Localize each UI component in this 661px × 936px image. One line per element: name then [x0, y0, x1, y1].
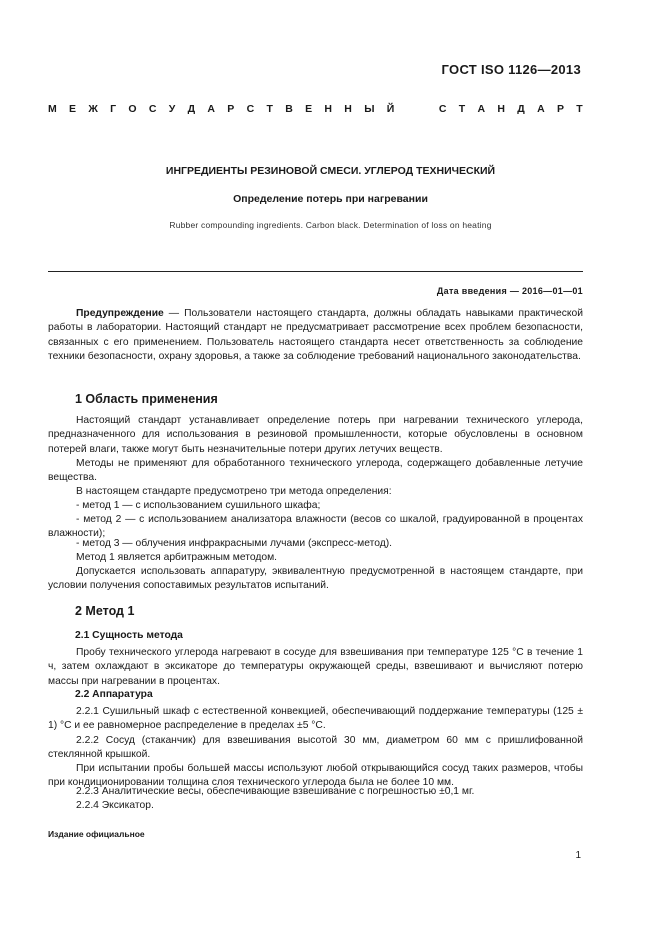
standard-code: ГОСТ ISO 1126—2013 [441, 62, 581, 77]
banner-letter: С [148, 103, 157, 115]
warning-label: Предупреждение [76, 308, 164, 319]
clause-2-2-1: 2.2.1 Сушильный шкаф с естественной конвекцией, обеспечивающий поддержание температуры (125 ± 1) °С и ее равномерное распределение в пределах ±5 °С. [48, 706, 583, 732]
section-1-paragraph-4: Метод 1 является арбитражным методом. [76, 552, 278, 563]
interstate-standard-banner [48, 103, 583, 115]
section-2-heading: 2 Метод 1 [75, 604, 135, 618]
warning-paragraph [48, 307, 583, 364]
banner-letter: Д [187, 103, 196, 115]
page-number: 1 [575, 850, 581, 861]
banner-letter: С [438, 103, 447, 115]
method-list-item-1: - метод 1 — с использованием сушильного шкафа; [76, 500, 321, 511]
banner-letter: Е [69, 103, 77, 115]
method-list-item-3: - метод 3 — облучения инфракрасными лучами (экспресс-метод). [76, 538, 393, 549]
banner-letter: Р [556, 103, 564, 115]
section-1-paragraph-5: Допускается использовать аппаратуру, эквивалентную предусмотренной в настоящем стандарте, при условии получения сопоставимых результатов испытаний. [48, 566, 583, 592]
banner-letter: Е [305, 103, 313, 115]
subsection-2-1-paragraph: Пробу технического углерода нагревают в сосуде для взвешивания при температуре 125 °С в течение 1 ч, затем охлаждают в эксикаторе до температуры окружающей среды, взвешивают и вычисляют потерю массы при нагревании в процентах. [48, 647, 583, 687]
banner-letter: А [477, 103, 486, 115]
banner-letter: А [537, 103, 545, 115]
clause-2-2-3: 2.2.3 Аналитические весы, обеспечивающие взвешивание с погрешностью ±0,1 мг. [76, 786, 475, 797]
banner-letter: Ж [88, 103, 98, 115]
introduction-date: Дата введения — 2016—01—01 [436, 286, 583, 296]
banner-letter: Н [497, 103, 505, 115]
clause-2-2-2-note: При испытании пробы большей массы используют любой открывающийся сосуд таких размеров, чтобы при кондиционировании толщина слоя технического углерода была не более 10 мм. [48, 763, 583, 789]
banner-letter: Й [386, 103, 395, 115]
clause-2-2-4: 2.2.4 Эксикатор. [76, 800, 154, 811]
banner-letter: М [48, 103, 57, 115]
banner-letter: О [128, 103, 137, 115]
subsection-2-1-heading: 2.1 Сущность метода [75, 630, 183, 641]
banner-letter: А [207, 103, 215, 115]
warning-text: — Пользователи настоящего стандарта, должны обладать навыками практической работы в лаборатории. Настоящий стандарт не предусматривает рассмотрение всех проблем безопасности, связанных с его применением. Пользователь настоящего стандарта несет ответственность за соблюдение техники безопасности, охрану здоровья, а также за соблюдение требований национального законодательства. [48, 308, 583, 362]
banner-letter: Н [344, 103, 352, 115]
section-1-paragraph-3: В настоящем стандарте предусмотрено три метода определения: [76, 486, 392, 497]
banner-letter: Т [458, 103, 466, 115]
english-title: Rubber compounding ingredients. Carbon black. Determination of loss on heating [169, 220, 492, 230]
banner-letter: В [285, 103, 293, 115]
subsection-2-2-heading: 2.2 Аппаратура [75, 689, 153, 700]
document-subtitle: Определение потерь при нагревании [233, 193, 428, 205]
method-list-item-2: - метод 2 — с использованием анализатора влажности (весов со шкалой, градуированной в процентах влажности); [48, 514, 583, 540]
title-divider [48, 271, 583, 272]
banner-letter: Н [324, 103, 332, 115]
banner-letter: Г [110, 103, 117, 115]
banner-letter: Ы [364, 103, 375, 115]
section-1-paragraph-1: Настоящий стандарт устанавливает определение потерь при нагревании технического углерода, предназначенного для использования в резиновой промышленности, которые обусловлены в основном потерей влаги, также могут быть незначительные потери других летучих веществ. [48, 415, 583, 455]
banner-letter: Т [576, 103, 583, 115]
official-edition-label: Издание официальное [48, 829, 145, 839]
banner-word-gap [407, 103, 427, 115]
document-title: ИНГРЕДИЕНТЫ РЕЗИНОВОЙ СМЕСИ. УГЛЕРОД ТЕХНИЧЕСКИЙ [165, 165, 496, 177]
section-1-paragraph-2: Методы не применяют для обработанного технического углерода, содержащего добавленные летучие вещества. [48, 458, 583, 484]
section-1-heading: 1 Область применения [75, 392, 218, 406]
banner-letter: Д [517, 103, 525, 115]
banner-letter: Т [266, 103, 273, 115]
banner-letter: У [168, 103, 176, 115]
clause-2-2-2: 2.2.2 Сосуд (стаканчик) для взвешивания высотой 30 мм, диаметром 60 мм с пришлифованной стеклянной крышкой. [48, 735, 583, 761]
banner-letter: С [246, 103, 255, 115]
banner-letter: Р [227, 103, 235, 115]
